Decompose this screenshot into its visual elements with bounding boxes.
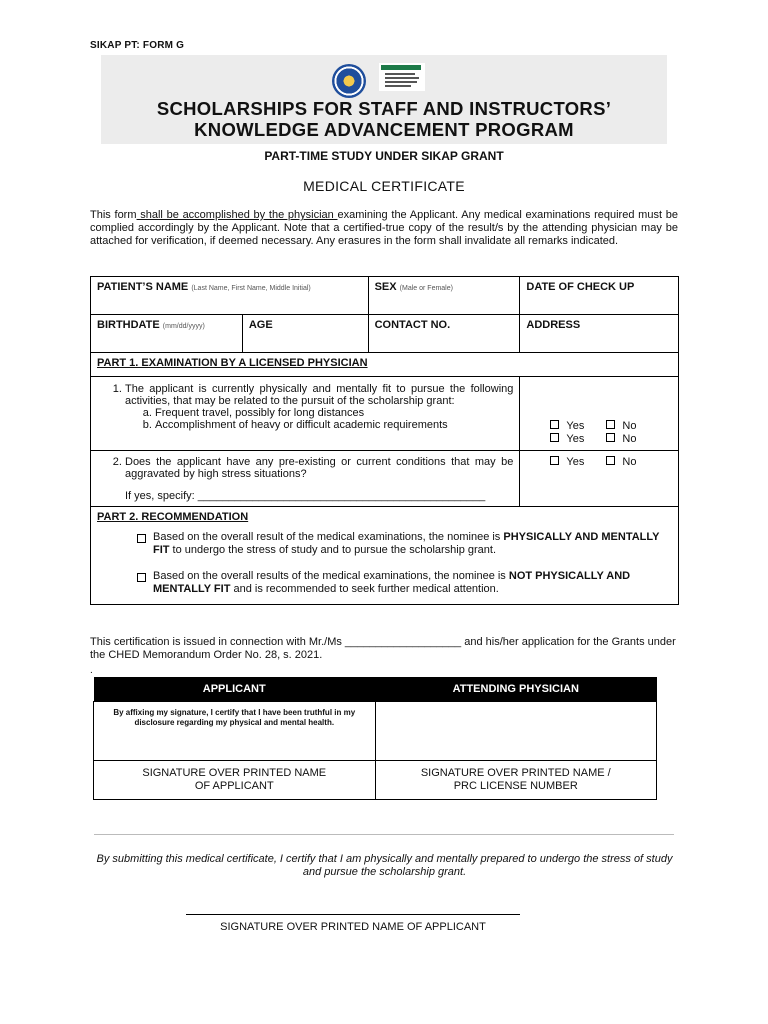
form-code: SIKAP PT: FORM G — [90, 40, 185, 51]
applicant-signature-box[interactable] — [94, 702, 376, 761]
recommendation-not-fit-option[interactable]: Based on the overall results of the medical examinations, the nominee is NOT PHYSICALLY AND MENTALLY FIT and is recommended to seek further medical attention. — [97, 570, 672, 596]
subtitle: PART-TIME STUDY UNDER SIKAP GRANT — [264, 149, 504, 163]
affirmation-text: By affixing my signature, I certify that I have been truthful in my disclosure regarding my physical and mental health. — [113, 708, 356, 727]
sikap-program-logo — [379, 63, 425, 91]
checkbox-icon[interactable] — [137, 573, 146, 582]
applicant-header: APPLICANT — [94, 677, 376, 702]
program-title-line1: SCHOLARSHIPS FOR STAFF AND INSTRUCTORS’ — [156, 98, 612, 119]
question-1: 1. The applicant is currently physically and mentally fit to pursue the following activities, that may be related to the pursuit of the scholarship grant: a. Frequent travel, possibly for long distances b. Accomplishment of heavy or difficult academic requirements — [91, 377, 520, 451]
birthdate-field[interactable]: BIRTHDATE (mm/dd/yyyy) — [91, 315, 243, 353]
recommendation-fit-option[interactable]: Based on the overall result of the medical examinations, the nominee is PHYSICALLY AND MENTALLY FIT to undergo the stress of study and to pursue the scholarship grant. — [97, 531, 672, 557]
program-title — [101, 98, 667, 140]
part1-heading: PART 1. EXAMINATION BY A LICENSED PHYSICIAN — [91, 353, 679, 377]
checkbox-icon[interactable] — [137, 534, 146, 543]
signature-table — [93, 677, 657, 800]
question-1a: a. Frequent travel, possibly for long distances — [155, 407, 513, 419]
q2-yes-option[interactable]: Yes — [550, 456, 606, 469]
checkbox-icon[interactable] — [550, 433, 559, 442]
q1b-yes-option[interactable]: Yes — [550, 433, 606, 446]
program-title-line2: KNOWLEDGE ADVANCEMENT PROGRAM — [194, 119, 574, 140]
sex-field[interactable]: SEX (Male or Female) — [368, 277, 520, 315]
q1a-yes-option[interactable]: Yes — [550, 420, 606, 433]
physician-signature-box[interactable] — [375, 702, 657, 761]
divider-line — [94, 834, 674, 835]
part2-heading: PART 2. RECOMMENDATION — [97, 511, 249, 523]
date-of-checkup-field[interactable]: DATE OF CHECK UP — [520, 277, 679, 315]
checkbox-icon[interactable] — [550, 456, 559, 465]
applicant-signature-caption: SIGNATURE OVER PRINTED NAME OF APPLICANT — [94, 761, 376, 800]
question-2: 2. Does the applicant have any pre-existing or current conditions that may be aggravated by high stress situations? If yes, specify: _______________________________________________ — [91, 451, 520, 507]
q2-no-option[interactable]: No — [606, 456, 636, 468]
final-signature-caption: SIGNATURE OVER PRINTED NAME OF APPLICANT — [220, 921, 486, 933]
checkbox-icon[interactable] — [606, 433, 615, 442]
q1b-no-option[interactable]: No — [606, 433, 636, 445]
patient-name-field[interactable]: PATIENT’S NAME (Last Name, First Name, Middle Initial) — [91, 277, 369, 315]
question-1b: b. Accomplishment of heavy or difficult academic requirements — [155, 419, 513, 431]
specify-line[interactable]: If yes, specify: _______________________________________________ — [125, 490, 486, 502]
address-field[interactable]: ADDRESS — [520, 315, 679, 353]
q1a-no-option[interactable]: No — [606, 420, 636, 432]
contact-no-field[interactable]: CONTACT NO. — [368, 315, 520, 353]
physician-signature-caption: SIGNATURE OVER PRINTED NAME / PRC LICENSE NUMBER — [375, 761, 657, 800]
part2-section — [91, 507, 679, 605]
physician-header: ATTENDING PHYSICIAN — [375, 677, 657, 702]
question-1-answers — [520, 377, 679, 451]
checkbox-icon[interactable] — [606, 420, 615, 429]
stray-mark: . — [90, 665, 93, 676]
final-signature-line[interactable] — [186, 914, 520, 915]
checkbox-icon[interactable] — [550, 420, 559, 429]
ched-seal-logo — [332, 64, 366, 98]
age-field[interactable]: AGE — [242, 315, 368, 353]
question-2-answers — [520, 451, 679, 507]
certification-statement: This certification is issued in connection with Mr./Ms ___________________ and his/her application for the Grants under the CHED Memorandum Order No. 28, s. 2021. — [90, 636, 676, 661]
checkbox-icon[interactable] — [606, 456, 615, 465]
document-title: MEDICAL CERTIFICATE — [303, 178, 465, 194]
medical-form-table — [90, 276, 679, 605]
closing-statement: By submitting this medical certificate, I certify that I am physically and mentally prepared to undergo the stress of study and pursue the scholarship grant. — [96, 853, 673, 878]
instructions-paragraph: This form shall be accomplished by the physician examining the Applicant. Any medical examinations required must be complied accordingly by the Applicant. Note that a certified-true copy of the result/s by the attending physician may be attached for verification, if deemed necessary. Any erasures in the form shall invalidate all remarks indicated. — [90, 209, 678, 247]
